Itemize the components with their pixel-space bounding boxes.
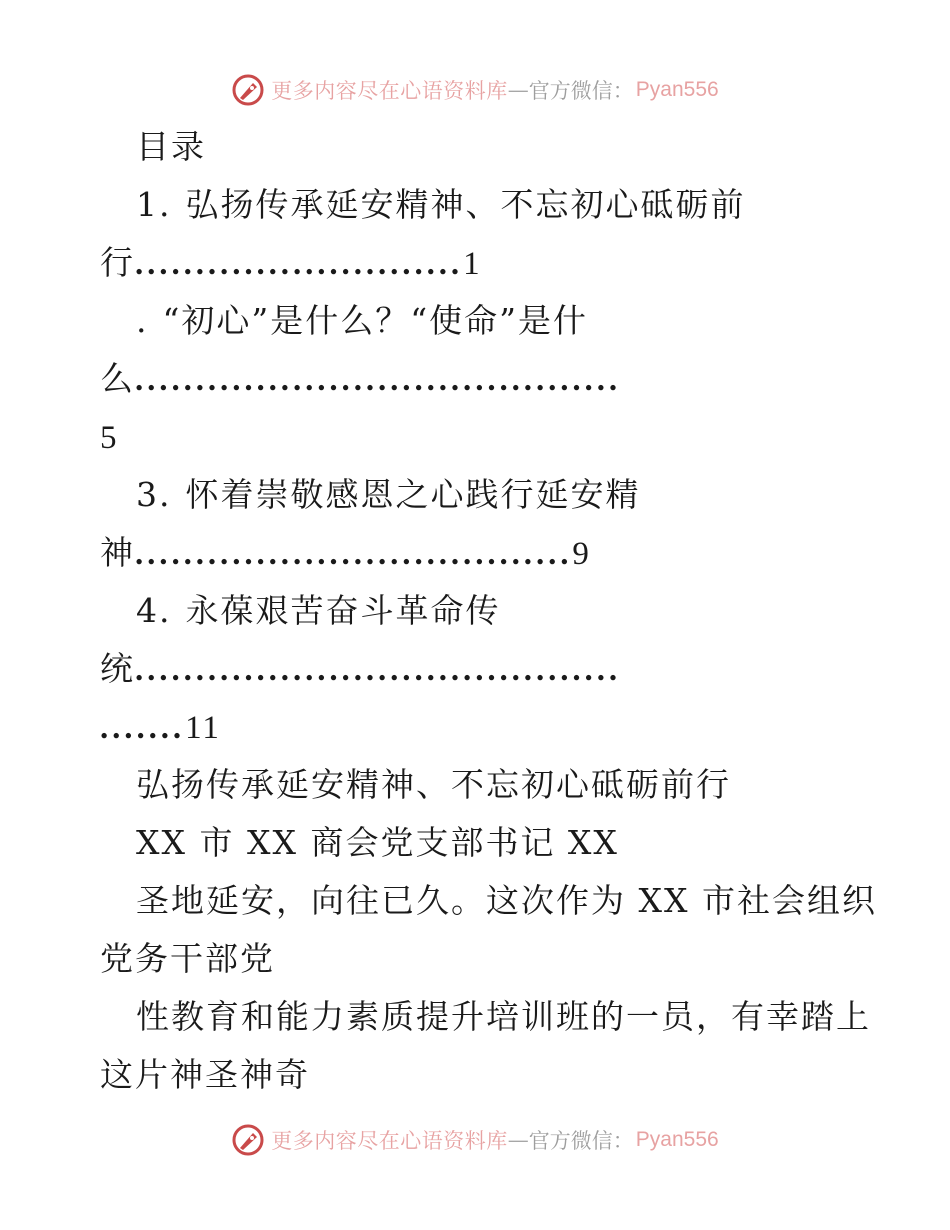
toc-entry-number: 1. [136,185,172,224]
watermark-text: 更多内容尽在心语资料库 [271,79,508,103]
article-author: XX 市 XX 商会党支部书记 XX [136,823,619,862]
pen-nib-logo-icon [231,1123,265,1157]
watermark-wechat-label: 官方微信： [528,79,634,103]
toc-entry-number: 4. [136,591,172,630]
toc-page-number: 5 [100,420,119,456]
pen-nib-logo-icon [231,73,265,107]
toc-page-number: 9 [572,536,591,572]
toc-leader-dots: .................................... [135,536,573,572]
article-title: 弘扬传承延安精神、不忘初心砥砺前行 [136,765,731,804]
toc-entry-2-page-line [100,408,860,466]
footer-watermark [0,1120,950,1160]
toc-entry-title-cont: 统 [100,649,135,688]
toc-leader-dots: ........................... [135,246,464,282]
toc-entry-3-title-line[interactable] [100,466,860,524]
toc-page-number: 11 [185,710,221,746]
toc-leader-dots: ........................................ [135,362,621,398]
toc-entry-2-leader-line[interactable] [100,350,860,408]
paragraph-line: 圣地延安，向往已久。这次作为 XX 市社会组织 [136,881,877,920]
toc-entry-title: 弘扬传承延安精神、不忘初心砥砺前 [185,185,746,224]
watermark-wechat-id: Pyan556 [635,78,719,101]
toc-page-number: 1 [463,246,482,282]
toc-entry-title: 永葆艰苦奋斗革命传 [185,591,501,630]
toc-entry-number: 3. [136,475,172,514]
toc-entry-2-title-line[interactable] [100,292,860,350]
watermark-text: 更多内容尽在心语资料库 [271,1129,508,1153]
toc-heading: 目录 [136,127,206,166]
toc-entry-title: “初心”是什么？“使命”是什 [162,301,588,340]
toc-entry-1-title-line[interactable] [100,176,860,234]
watermark-separator: — [507,1128,529,1152]
document-body [100,118,877,1104]
paragraph-line: 党务干部党 [100,939,275,978]
toc-entry-title-cont: 行 [100,243,135,282]
toc-entry-title: 怀着崇敬感恩之心践行延安精 [185,475,641,514]
header-watermark [0,70,950,110]
toc-entry-4-title-line[interactable] [100,582,860,640]
watermark-wechat-label: 官方微信： [528,1129,634,1153]
toc-entry-title-cont: 神 [100,533,135,572]
toc-entry-3-leader-line[interactable] [100,524,860,582]
paragraph-line: 这片神圣神奇 [100,1055,310,1094]
toc-entry-title-cont: 么 [100,359,135,398]
watermark-wechat-id: Pyan556 [635,1128,719,1151]
toc-entry-4-leader-line[interactable] [100,640,860,698]
watermark-separator: — [507,78,529,102]
toc-leader-dots: ........................................ [135,652,621,688]
toc-entry-number: . [136,301,149,340]
toc-entry-4-page-line [100,698,860,756]
toc-leader-dots: ....... [100,710,186,746]
paragraph-line: 性教育和能力素质提升培训班的一员，有幸踏上 [136,997,871,1036]
toc-entry-1-leader-line[interactable] [100,234,860,292]
